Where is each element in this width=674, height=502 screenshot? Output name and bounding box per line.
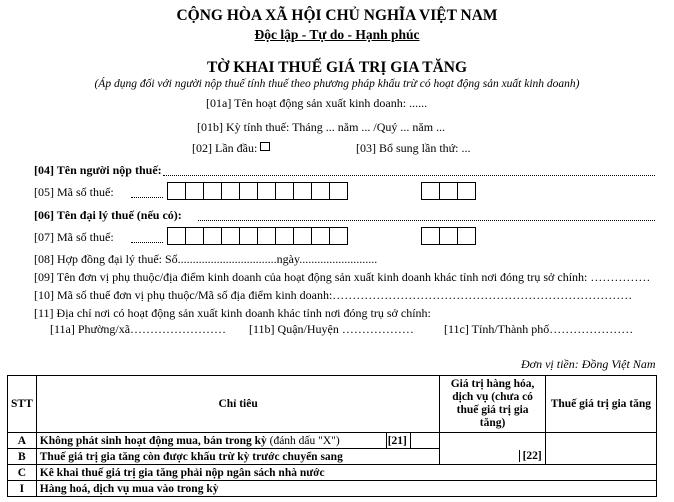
carried-forward-vat-input[interactable] xyxy=(545,449,656,465)
form-title: TỜ KHAI THUẾ GIÁ TRỊ GIA TĂNG xyxy=(206,59,468,76)
currency-unit: Đơn vị tiền: Đồng Việt Nam xyxy=(521,357,656,371)
motto: Độc lập - Tự do - Hạnh phúc xyxy=(254,27,420,42)
field-02 xyxy=(192,141,270,156)
table-row xyxy=(8,433,657,449)
tax-code-suffix-boxes[interactable] xyxy=(421,182,475,200)
field-08: [08] Hợp đồng đại lý thuế: Số.................................ngày.......................... xyxy=(34,252,378,266)
row-a-label-text: Không phát sinh hoạt động mua, bán trong kỳ xyxy=(39,434,267,447)
row-c-stt: C xyxy=(8,465,37,481)
row-a-vat-cell xyxy=(545,433,656,449)
agent-tax-code-boxes[interactable] xyxy=(167,227,347,245)
row-b-code-label: [22] xyxy=(519,450,545,462)
form-subtitle: (Áp dụng đối với người nộp thuế tính thuế theo phương pháp khấu trừ có hoạt động sản xuất kinh doanh) xyxy=(94,78,580,90)
field-11c: [11c] Tỉnh/Thành phố………………… xyxy=(444,322,634,336)
row-i-label: Hàng hoá, dịch vụ mua vào trong kỳ xyxy=(36,481,656,497)
agent-tax-code-dots xyxy=(131,242,163,243)
field-11b: [11b] Quận/Huyện ……………… xyxy=(249,322,414,336)
row-a-note: (đánh dấu "X") xyxy=(269,434,340,447)
row-b-stt: B xyxy=(8,449,37,465)
table-row xyxy=(8,465,657,481)
row-c-label: Kê khai thuế giá trị gia tăng phải nộp ngân sách nhà nước xyxy=(36,465,656,481)
header-indicator: Chỉ tiêu xyxy=(36,376,440,433)
tax-agent-name-input[interactable] xyxy=(198,220,655,221)
field-05-label: [05] Mã số thuế: xyxy=(34,185,114,199)
vat-table xyxy=(7,375,657,497)
table-header-row xyxy=(8,376,657,433)
row-a-stt: A xyxy=(8,433,37,449)
first-time-checkbox[interactable] xyxy=(260,142,270,151)
tax-code-boxes[interactable] xyxy=(167,182,347,200)
table-row xyxy=(8,449,657,465)
field-11a: [11a] Phường/xã…………………… xyxy=(50,322,227,336)
no-activity-checkbox[interactable] xyxy=(410,433,440,449)
header-vat: Thuế giá trị gia tăng xyxy=(545,376,656,433)
field-04-label: [04] Tên người nộp thuế: xyxy=(34,163,162,177)
row-a-label xyxy=(36,433,386,449)
taxpayer-name-input[interactable] xyxy=(163,175,655,176)
nation-title: CỘNG HÒA XÃ HỘI CHỦ NGHĨA VIỆT NAM xyxy=(176,7,498,24)
field-10: [10] Mã số thuế đơn vị phụ thuộc/Mã số địa điểm kinh doanh:………………………………………………………………… xyxy=(34,288,633,302)
field-02-label: [02] Lần đầu: xyxy=(192,141,258,155)
agent-tax-code-suffix-boxes[interactable] xyxy=(421,227,475,245)
field-01a: [01a] Tên hoạt động sản xuất kinh doanh: ...... xyxy=(206,96,428,110)
field-11: [11] Địa chỉ nơi có hoạt động sản xuất kinh doanh khác tỉnh nơi đóng trụ sở chính: xyxy=(34,306,431,320)
row-a-value-cell xyxy=(440,433,545,449)
row-b-code xyxy=(440,449,545,465)
row-b-label: Thuế giá trị gia tăng còn được khấu trừ kỳ trước chuyển sang xyxy=(36,449,440,465)
table-row xyxy=(8,481,657,497)
tax-code-dots xyxy=(131,197,163,198)
row-a-code: [21] xyxy=(386,433,410,449)
field-07-label: [07] Mã số thuế: xyxy=(34,230,114,244)
field-01b: [01b] Kỳ tính thuế: Tháng ... năm ... /Quý ... năm ... xyxy=(197,120,446,134)
field-09: [09] Tên đơn vị phụ thuộc/địa điểm kinh doanh của hoạt động sản xuất kinh doanh khác tỉnh nơi đóng trụ sở chính: …………… xyxy=(34,270,651,284)
header-stt: STT xyxy=(8,376,37,433)
field-03: [03] Bổ sung lần thứ: ... xyxy=(356,141,471,155)
field-06-label: [06] Tên đại lý thuế (nếu có): xyxy=(34,208,182,222)
header-goods-value: Giá trị hàng hóa, dịch vụ (chưa có thuế giá trị gia tăng) xyxy=(440,376,545,433)
row-i-stt: I xyxy=(8,481,37,497)
